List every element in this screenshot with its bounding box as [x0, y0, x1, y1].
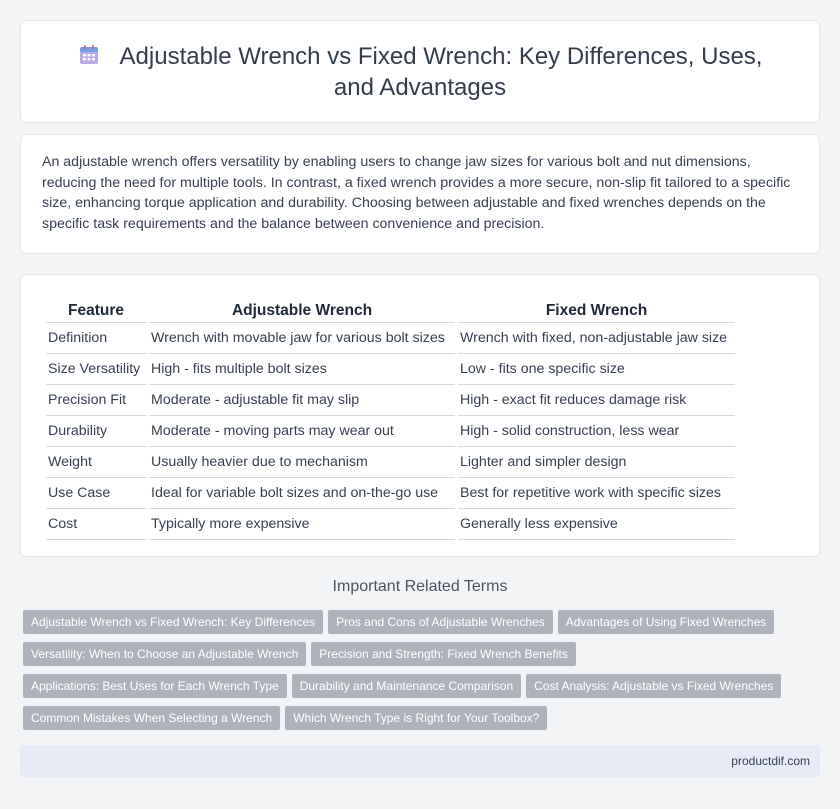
cell-adjustable: Ideal for variable bolt sizes and on-the-go use: [149, 478, 455, 509]
related-term-link[interactable]: Common Mistakes When Selecting a Wrench: [23, 706, 280, 730]
comparison-table: [43, 297, 738, 540]
header-feature: Feature: [46, 297, 146, 323]
cell-feature: Cost: [46, 509, 146, 540]
related-term-link[interactable]: Adjustable Wrench vs Fixed Wrench: Key Differences: [23, 610, 323, 634]
table-row: [46, 354, 735, 385]
cell-adjustable: Moderate - adjustable fit may slip: [149, 385, 455, 416]
cell-fixed: High - exact fit reduces damage risk: [458, 385, 735, 416]
table-row: [46, 447, 735, 478]
related-terms-list: [23, 610, 803, 738]
cell-fixed: Best for repetitive work with specific sizes: [458, 478, 735, 509]
cell-feature: Weight: [46, 447, 146, 478]
cell-feature: Use Case: [46, 478, 146, 509]
table-row: [46, 416, 735, 447]
related-term-link[interactable]: Advantages of Using Fixed Wrenches: [558, 610, 775, 634]
tag-row: [23, 642, 803, 674]
tag-row: [23, 706, 803, 738]
tag-row: [23, 610, 803, 642]
related-term-link[interactable]: Which Wrench Type is Right for Your Toolbox?: [285, 706, 547, 730]
related-term-link[interactable]: Pros and Cons of Adjustable Wrenches: [328, 610, 553, 634]
cell-adjustable: Moderate - moving parts may wear out: [149, 416, 455, 447]
cell-feature: Definition: [46, 323, 146, 354]
intro-card: [20, 134, 820, 254]
cell-adjustable: High - fits multiple bolt sizes: [149, 354, 455, 385]
cell-fixed: High - solid construction, less wear: [458, 416, 735, 447]
header-adjustable: Adjustable Wrench: [149, 297, 455, 323]
intro-paragraph: An adjustable wrench offers versatility by enabling users to change jaw sizes for various bolt and nut dimensions, reducing the need for multiple tools. In contrast, a fixed wrench provides a more secure, non-slip fit tailored to a specific size, enhancing torque application and durability. Choosing between adjustable and fixed wrenches depends on the specific task requirements and the balance between convenience and precision.: [42, 154, 791, 232]
page-title: [61, 41, 779, 103]
cell-fixed: Low - fits one specific size: [458, 354, 735, 385]
related-term-link[interactable]: Cost Analysis: Adjustable vs Fixed Wrenches: [526, 674, 781, 698]
page-title-text: Adjustable Wrench vs Fixed Wrench: Key Differences, Uses, and Advantages: [119, 43, 763, 101]
cell-feature: Size Versatility: [46, 354, 146, 385]
related-term-link[interactable]: Applications: Best Uses for Each Wrench Type: [23, 674, 287, 698]
header-card: [20, 20, 820, 123]
table-row: [46, 509, 735, 540]
cell-fixed: Wrench with fixed, non-adjustable jaw size: [458, 323, 735, 354]
table-row: [46, 385, 735, 416]
related-term-link[interactable]: Durability and Maintenance Comparison: [292, 674, 521, 698]
cell-adjustable: Wrench with movable jaw for various bolt sizes: [149, 323, 455, 354]
cell-fixed: Generally less expensive: [458, 509, 735, 540]
table-row: [46, 478, 735, 509]
cell-adjustable: Usually heavier due to mechanism: [149, 447, 455, 478]
cell-feature: Durability: [46, 416, 146, 447]
related-term-link[interactable]: Precision and Strength: Fixed Wrench Benefits: [311, 642, 576, 666]
comparison-card: [20, 274, 820, 557]
table-row: [46, 323, 735, 354]
footer-site-name[interactable]: productdif.com: [731, 754, 810, 768]
cell-feature: Precision Fit: [46, 385, 146, 416]
table-header-row: [46, 297, 735, 323]
calendar-icon: [78, 44, 100, 66]
tag-row: [23, 674, 803, 706]
related-term-link[interactable]: Versatility: When to Choose an Adjustable Wrench: [23, 642, 306, 666]
header-fixed: Fixed Wrench: [458, 297, 735, 323]
cell-adjustable: Typically more expensive: [149, 509, 455, 540]
related-terms-title: Important Related Terms: [332, 578, 508, 595]
footer-bar: [20, 745, 820, 777]
cell-fixed: Lighter and simpler design: [458, 447, 735, 478]
